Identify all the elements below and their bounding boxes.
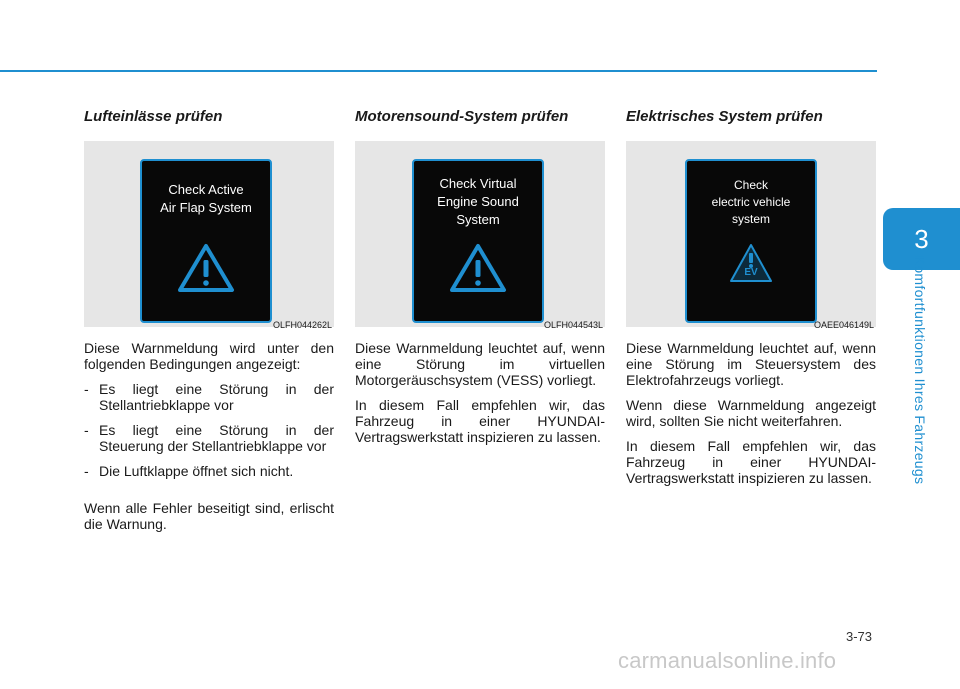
section-body <box>626 340 876 486</box>
list-item: - Es liegt eine Störung in der Steuerung der Stellantriebklappe vor <box>84 422 334 454</box>
display-line: system <box>731 212 770 226</box>
page-number: 3-73 <box>846 629 873 644</box>
cluster-display <box>412 159 544 323</box>
condition-list <box>84 381 334 479</box>
paragraph: Wenn diese Warnmeldung angezeigt wird, sollten Sie nicht weiterfahren. <box>626 397 876 429</box>
section-heading: Lufteinlässe prüfen <box>84 108 223 125</box>
paragraph: In diesem Fall empfehlen wir, das Fahrzeug in einer HYUNDAI-Vertragswerkstatt inspizieren zu lassen. <box>626 438 876 486</box>
display-line: Check Active <box>168 182 244 197</box>
watermark: carmanualsonline.info <box>618 648 837 673</box>
section-electric-system <box>626 108 876 495</box>
display-message <box>687 177 815 228</box>
section-body <box>84 340 334 532</box>
section-engine-sound <box>355 108 605 454</box>
cluster-figure <box>355 141 605 330</box>
warning-triangle-icon <box>449 243 507 293</box>
display-line: Check <box>733 178 768 192</box>
section-body <box>355 340 605 445</box>
cluster-figure <box>626 141 876 330</box>
paragraph: Diese Warnmeldung leuchtet auf, wenn eine Störung im Steuersystem des Elektrofahrzeugs vorliegt. <box>626 340 876 388</box>
display-message <box>142 181 270 217</box>
display-line: Air Flap System <box>160 200 252 215</box>
display-line: electric vehicle <box>711 195 791 209</box>
section-air-flap <box>84 108 334 541</box>
figure-code: OLFH044262L <box>272 320 332 330</box>
cluster-display <box>685 159 817 323</box>
figure-code: OAEE046149L <box>813 320 874 330</box>
section-heading: Motorensound-System prüfen <box>355 108 569 125</box>
cluster-display <box>140 159 272 323</box>
cluster-figure <box>84 141 334 330</box>
chapter-title: Komfortfunktionen Ihres Fahrzeugs <box>912 255 928 485</box>
top-rule <box>0 70 877 72</box>
display-message <box>414 175 542 229</box>
figure-code: OLFH044543L <box>543 320 603 330</box>
display-line: Check Virtual <box>439 176 517 191</box>
ev-label: EV <box>744 267 758 278</box>
ev-warning-icon <box>728 241 774 287</box>
display-line: Engine Sound <box>437 194 519 209</box>
warning-triangle-icon <box>177 243 235 293</box>
paragraph: Diese Warnmeldung leuchtet auf, wenn eine Störung im virtuellen Motorgeräuschsystem (VESS) vorliegt. <box>355 340 605 388</box>
section-heading: Elektrisches System prüfen <box>626 108 823 125</box>
paragraph: In diesem Fall empfehlen wir, das Fahrzeug in einer HYUNDAI-Vertragswerkstatt inspizieren zu lassen. <box>355 397 605 445</box>
paragraph: Diese Warnmeldung wird unter den folgenden Bedingungen angezeigt: <box>84 340 334 372</box>
paragraph: Wenn alle Fehler beseitigt sind, erlischt die Warnung. <box>84 500 334 532</box>
chapter-number: 3 <box>914 223 929 254</box>
list-item: - Es liegt eine Störung in der Stellantriebklappe vor <box>84 381 334 413</box>
list-item: - Die Luftklappe öffnet sich nicht. <box>84 463 294 479</box>
display-line: System <box>456 212 500 227</box>
